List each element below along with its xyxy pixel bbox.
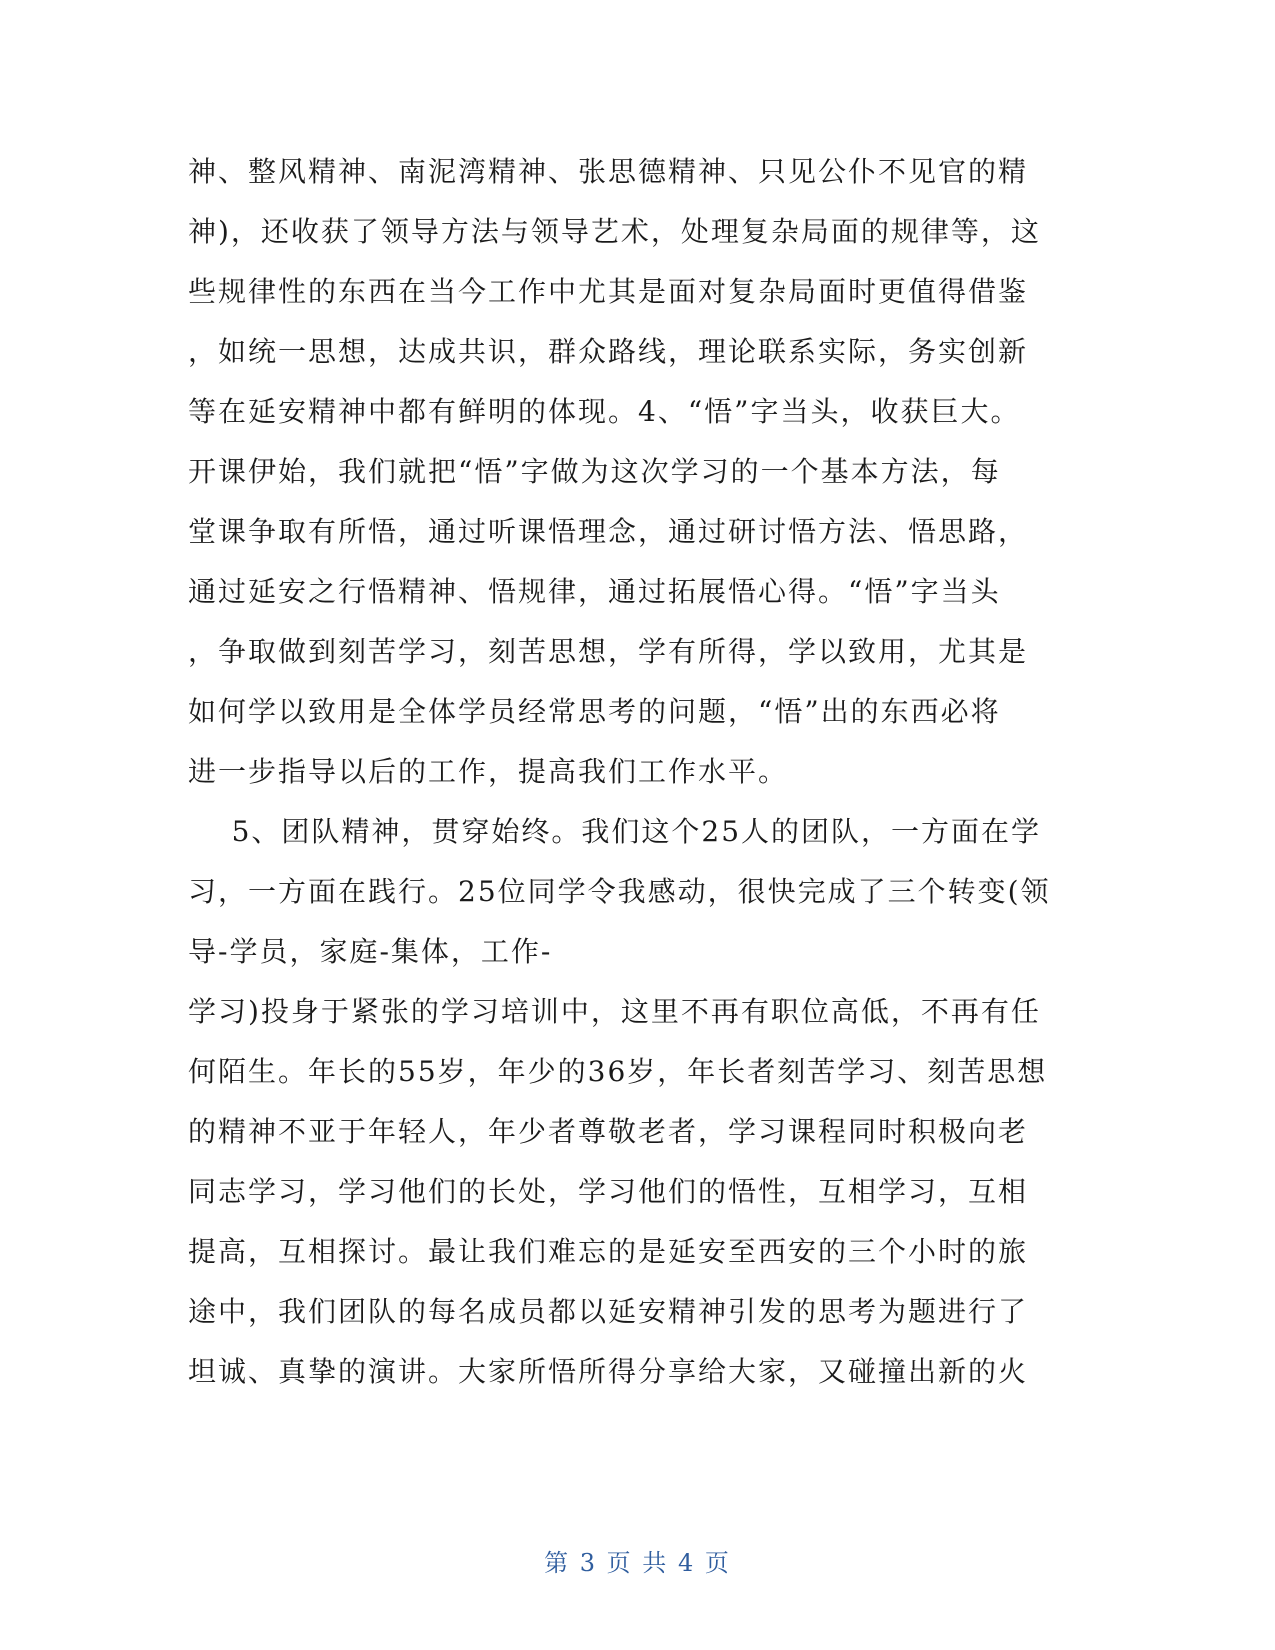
text-line: 的精神不亚于年轻人，年少者尊敬老者，学习课程同时积极向老 (188, 1115, 1029, 1148)
text-line: ，如统一思想，达成共识，群众路线，理论联系实际，务实创新 (188, 335, 1029, 368)
text-line: 开课伊始，我们就把“悟”字做为这次学习的一个基本方法，每 (188, 455, 1001, 488)
text-line: 坦诚、真挚的演讲。大家所悟所得分享给大家，又碰撞出新的火 (188, 1355, 1029, 1388)
text-line: 何陌生。年长的55岁，年少的36岁，年长者刻苦学习、刻苦思想 (188, 1055, 1048, 1088)
text-line: 习，一方面在践行。25位同学令我感动，很快完成了三个转变(领 (188, 875, 1051, 908)
text-line: 堂课争取有所悟，通过听课悟理念，通过研讨悟方法、悟思路， (188, 515, 1029, 548)
text-line: 等在延安精神中都有鲜明的体现。4、“悟”字当头，收获巨大。 (188, 395, 1021, 428)
text-line: 些规律性的东西在当今工作中尤其是面对复杂局面时更值得借鉴 (188, 275, 1029, 308)
text-line: 5、团队精神，贯穿始终。我们这个25人的团队，一方面在学 (188, 815, 1042, 848)
text-line: 如何学以致用是全体学员经常思考的问题，“悟”出的东西必将 (188, 695, 1001, 728)
text-line: 神)，还收获了领导方法与领导艺术，处理复杂局面的规律等，这 (188, 215, 1041, 248)
text-line: 神、整风精神、南泥湾精神、张思德精神、只见公仆不见官的精 (188, 155, 1029, 188)
text-line: 学习)投身于紧张的学习培训中，这里不再有职位高低，不再有任 (188, 995, 1041, 1028)
text-line: ，争取做到刻苦学习，刻苦思想，学有所得，学以致用，尤其是 (188, 635, 1029, 668)
text-line: 同志学习，学习他们的长处，学习他们的悟性，互相学习，互相 (188, 1175, 1029, 1208)
text-line: 途中，我们团队的每名成员都以延安精神引发的思考为题进行了 (188, 1295, 1029, 1328)
text-line: 通过延安之行悟精神、悟规律，通过拓展悟心得。“悟”字当头 (188, 575, 1001, 608)
text-line: 导-学员，家庭-集体，工作- (188, 935, 553, 968)
text-line: 进一步指导以后的工作，提高我们工作水平。 (188, 755, 789, 788)
text-line: 提高，互相探讨。最让我们难忘的是延安至西安的三个小时的旅 (188, 1235, 1029, 1268)
page-number-footer: 第 3 页 共 4 页 (544, 1549, 731, 1577)
body-text (188, 150, 1088, 1410)
